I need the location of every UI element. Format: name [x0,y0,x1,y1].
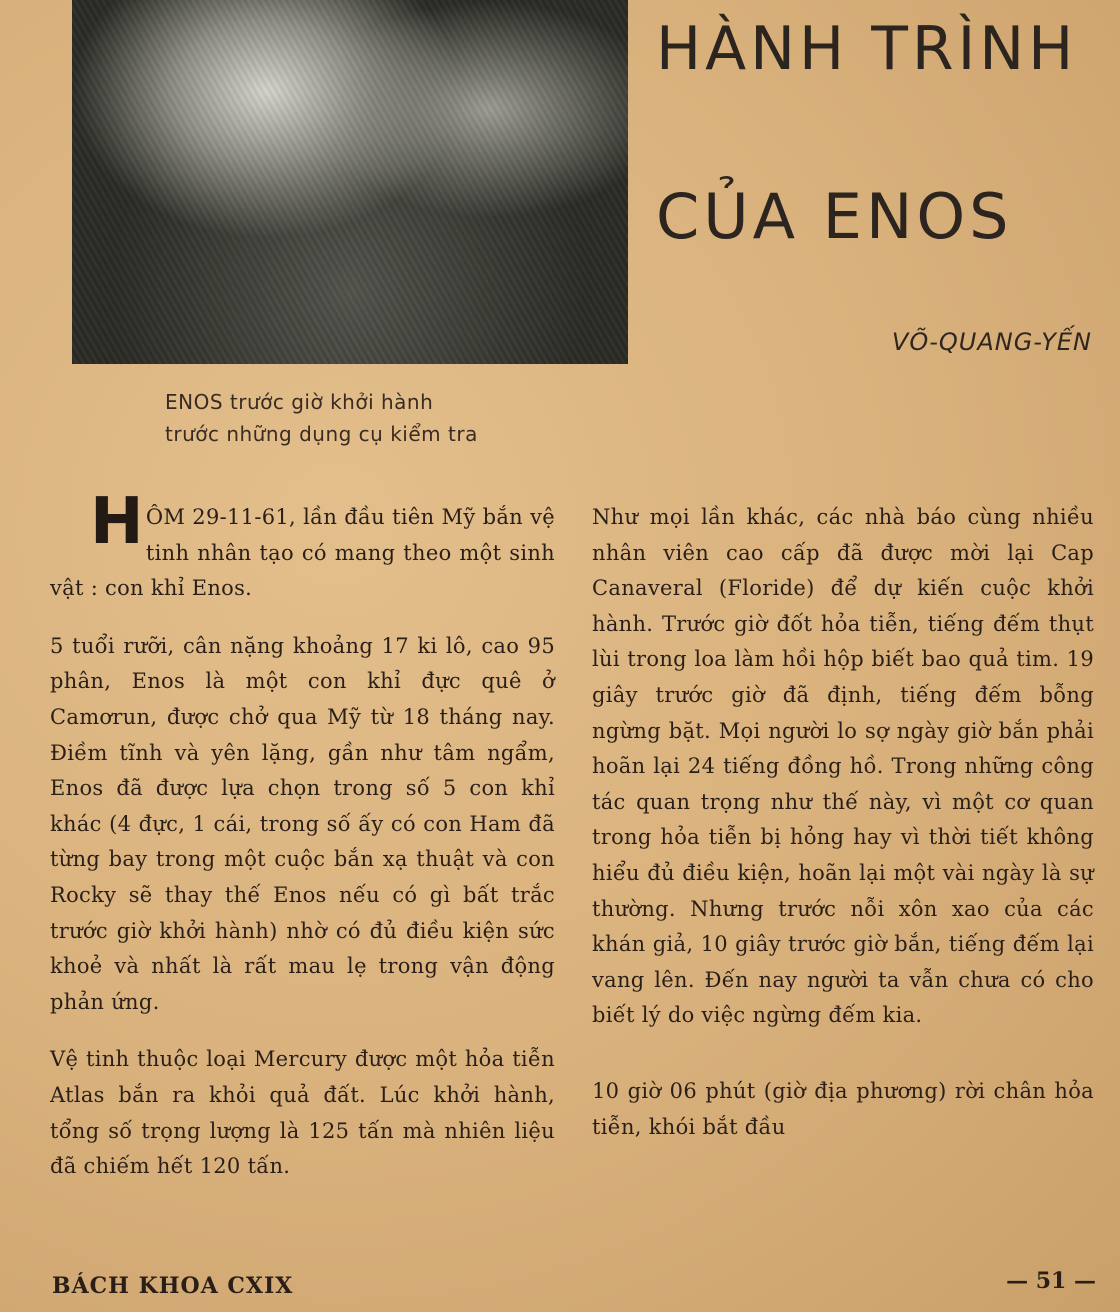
drop-cap: H [90,485,144,559]
left-paragraph-3: Vệ tinh thuộc loại Mercury được một hỏa tiễn Atlas bắn ra khỏi quả đất. Lúc khởi hành, tổng số trọng lượng là 125 tấn mà nhiên liệu đã chiếm hết 120 tấn. [50,1047,555,1179]
article-title-line-1: HÀNH TRÌNH [656,14,1078,84]
right-column [592,500,1094,1145]
photo-caption [165,386,565,450]
right-paragraph-2: 10 giờ 06 phút (giờ địa phương) rời chân hỏa tiễn, khói bắt đầu [592,1078,1094,1139]
left-paragraph-1-text: ÔM 29-11-61, lần đầu tiên Mỹ bắn vệ tinh nhân tạo có mang theo một sinh vật : con khỉ Enos. [50,505,555,601]
footer-publication: BÁCH KHOA CXIX [52,1273,294,1299]
left-column [50,485,555,1185]
page-number: — 51 — [1006,1268,1096,1294]
enos-photo [72,0,628,364]
photo-texture [72,0,628,364]
left-paragraph-2: 5 tuổi rưỡi, cân nặng khoảng 17 ki lô, cao 95 phân, Enos là một con khỉ đực quê ở Camơrun, được chở qua Mỹ từ 18 tháng nay. Điềm tĩnh và yên lặng, gần như tâm ngẩm, Enos đã được lựa chọn trong số 5 con khỉ khác (4 đực, 1 cái, trong số ấy có con Ham đã từng bay trong một cuộc bắn xạ thuật và con Rocky sẽ thay thế Enos nếu có gì bất trắc trước giờ khởi hành) nhờ có đủ điều kiện sức khoẻ và nhất là rất mau lẹ trong vận động phản ứng. [50,633,555,1014]
article-title-line-2: CỦA ENOS [656,180,1013,253]
author-name: VÕ-QUANG-YẾN [891,328,1092,356]
caption-line-1: ENOS trước giờ khởi hành [165,390,434,414]
left-paragraph-1 [50,485,555,607]
right-paragraph-1: Như mọi lần khác, các nhà báo cùng nhiều nhân viên cao cấp đã được mời lại Cap Canaveral (Floride) để dự kiến cuộc khởi hành. Trước giờ đốt hỏa tiễn, tiếng đếm thụt lùi trong loa làm hồi hộp biết bao quả tim. 19 giây trước giờ đã định, tiếng đếm bỗng ngừng bặt. Mọi người lo sợ ngày giờ bắn phải hoãn lại 24 tiếng đồng hồ. Trong những công tác quan trọng như thế này, vì một cơ quan trong hỏa tiễn bị hỏng hay vì thời tiết không hiểu đủ điều kiện, hoãn lại một vài ngày là sự thường. Nhưng trước nỗi xôn xao của các khán giả, 10 giây trước giờ bắn, tiếng đếm lại vang lên. Đến nay người ta vẫn chưa có cho biết lý do việc ngừng đếm kia. [592,505,1094,1028]
caption-line-2: trước những dụng cụ kiểm tra [165,422,478,446]
